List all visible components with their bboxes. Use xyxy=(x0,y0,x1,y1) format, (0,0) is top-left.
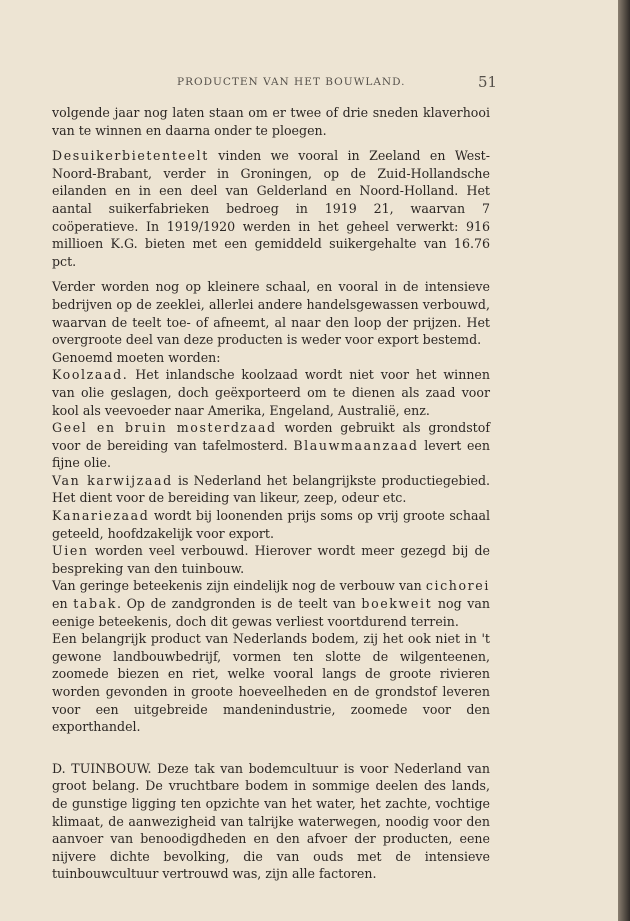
text-run: Verder worden nog op kleinere schaal, en vooral in de intensieve bedrijven op de zeeklei, allerlei andere handelsgewassen verbouwd, waarvan de teelt toe- of afneemt, al naar den loop der prijzen. Het overgroote deel van deze producten is weder voor export bestemd. xyxy=(52,279,490,348)
emphasis-term: Koolzaad. xyxy=(52,367,129,383)
paragraph-genoemd xyxy=(52,349,490,367)
text-run: is Nederland het belangrijkste productiegebied. Het dient voor de bereiding van likeur, zeep, odeur etc. xyxy=(52,472,491,506)
text-run: Deze tak van bodemcultuur is voor Nederland van groot belang. De vruchtbare bodem in sommige deelen des lands, de gunstige ligging ten opzichte van het water, het zachte, vochtige klimaat, de aanwezigheid van talrijke waterwegen, noodig voor den aanvoer van benoodigdheden en den afvoer der producten, eene nijvere dichte bevolking, die van ouds met de intensieve tuinbouwcultuur vertrouwd was, zijn alle factoren. xyxy=(52,760,491,882)
text-run: en xyxy=(52,596,74,612)
emphasis-term: Desuikerbietenteelt xyxy=(52,148,209,164)
emphasis-term: boekweit xyxy=(361,596,433,612)
text-run: Van geringe beteekenis zijn eindelijk nog de verbouw van xyxy=(52,578,426,594)
paragraph-suikerbieten xyxy=(52,147,490,270)
page-number: 51 xyxy=(478,73,498,91)
emphasis-term: Van karwijzaad xyxy=(52,472,173,488)
text-run: Een belangrijk product van Nederlands bodem, zij het ook niet in 't gewone landbouwbedrijf, vormen ten slotte de wilgenteenen, zoomede biezen en riet, welke vooral langs de groote rivieren worden gevonden in groote hoeveelheden en de grondstof leveren voor een uitgebreide mandenindustrie, zoomede voor den exporthandel. xyxy=(52,631,490,735)
text-run: vinden we vooral in Zeeland en West-Noord-Brabant, verder in Groningen, op de Zuid-Hollandsche eilanden en in een deel van Gelderland en Noord-Holland. Het aantal suikerfabrieken bedroeg in 1919 21, waarvan 7 coöperatieve. In 1919/1920 werden in het geheel verwerkt: 916 millioen K.G. bieten met een gemiddeld suikergehalte van 16.76 pct. xyxy=(52,148,490,269)
text-run: Het inlandsche koolzaad wordt niet voor het winnen van olie geslagen, doch geëxporteerd om te dienen als zaad voor kool als veevoeder naar Amerika, Engeland, Australië, enz. xyxy=(52,367,490,418)
body-text xyxy=(52,104,490,883)
paragraph-koolzaad xyxy=(52,366,490,419)
paragraph-handelsgewassen xyxy=(52,278,490,348)
text-run: worden gebruikt als grondstof voor de bereiding van tafelmosterd. xyxy=(52,420,490,453)
text-run: worden veel verbouwd. Hierover wordt meer gezegd bij de bespreking van den tuinbouw. xyxy=(52,543,490,576)
text-run: nog van eenige beteekenis, doch dit gewas verliest voortdurend terrein. xyxy=(52,596,491,629)
paragraph-mosterdzaad xyxy=(52,419,490,472)
book-spine-edge xyxy=(618,0,630,921)
text-run: wordt bij loonenden prijs soms op vrij groote schaal geteeld, hoofdzakelijk voor export. xyxy=(52,508,490,541)
section-heading: D. TUINBOUW. xyxy=(52,760,152,776)
emphasis-term: Uien xyxy=(52,543,89,559)
text-run: volgende jaar nog laten staan om er twee of drie sneden klaverhooi van te winnen en daarna onder te ploegen. xyxy=(52,105,490,138)
paragraph-kanariezaad xyxy=(52,507,490,542)
paragraph-cichorei-tabak xyxy=(52,577,490,630)
paragraph-wilgenteenen xyxy=(52,630,490,736)
text-run: . Op de zandgronden is de teelt van xyxy=(116,596,362,612)
text-run: levert een fijne olie. xyxy=(52,437,490,471)
paragraph-tuinbouw xyxy=(52,760,490,883)
emphasis-term: Blauwmaanzaad xyxy=(293,437,419,453)
paragraph-karwijzaad xyxy=(52,472,490,507)
emphasis-term: Kanariezaad xyxy=(52,508,150,524)
emphasis-term: Geel en bruin mosterdzaad xyxy=(52,420,277,436)
emphasis-term: cichorei xyxy=(425,578,490,594)
text-run: Genoemd moeten worden: xyxy=(52,349,221,365)
paragraph-klaverhooi xyxy=(52,104,490,139)
running-head-title: PRODUCTEN VAN HET BOUWLAND. xyxy=(177,76,406,88)
emphasis-term: tabak xyxy=(73,596,117,612)
paragraph-uien xyxy=(52,542,490,577)
